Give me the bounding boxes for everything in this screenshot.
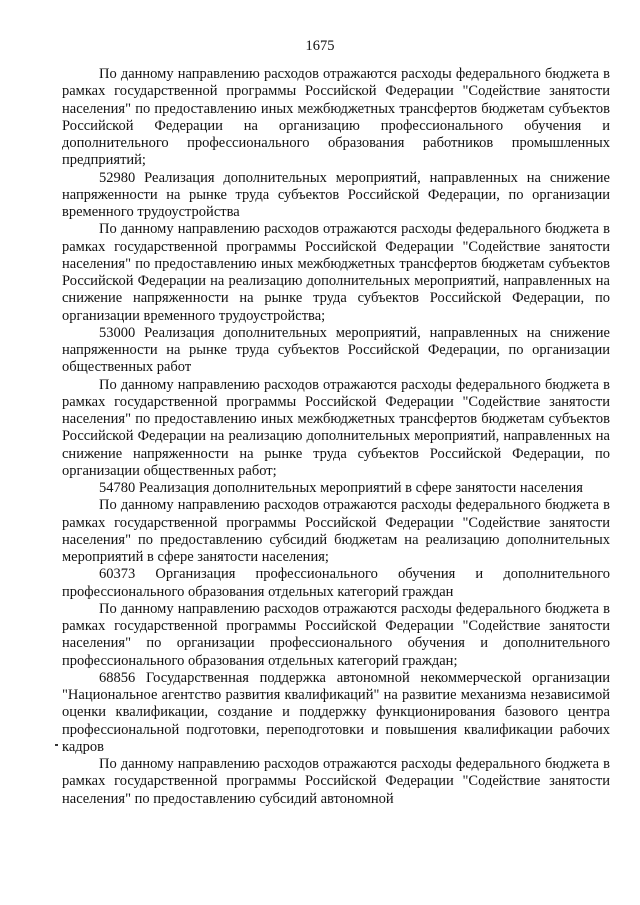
paragraph-2-code-52980: 52980 Реализация дополнительных мероприятий, направленных на снижение напряженности на рынке труда субъектов Российской Федерации, по организации временного трудоустройства (62, 169, 610, 220)
paragraph-7-expense-description: По данному направлению расходов отражаются расходы федерального бюджета в рамках государственной программы Российской Федерации "Содействие занятости населения" по предоставлению субсидий бюджетам на реализацию дополнительных мероприятий в сфере занятости населения; (62, 497, 610, 565)
paragraph-4-code-53000: 53000 Реализация дополнительных мероприятий, направленных на снижение напряженности на рынке труда субъектов Российской Федерации, по организации общественных работ (62, 324, 610, 376)
paragraph-6-code-54780: 54780 Реализация дополнительных мероприятий в сфере занятости населения (99, 480, 583, 496)
paragraph-5-expense-description: По данному направлению расходов отражаются расходы федерального бюджета в рамках государственной программы Российской Федерации "Содействие занятости населения" по предоставлению иных межбюджетных трансфертов бюджетам субъектов Российской Федерации на реализацию дополнительных мероприятий, направленных на снижение напряженности на рынке труда субъектов Российской Федерации, по организации общественных работ; (62, 376, 610, 479)
paragraph-1-expense-description: По данному направлению расходов отражаются расходы федерального бюджета в рамках государственной программы Российской Федерации "Содействие занятости населения" по предоставлению иных межбюджетных трансфертов бюджетам субъектов Российской Федерации на организацию профессионального обучения и дополнительного профессионального образования работников промышленных предприятий; (62, 66, 610, 169)
paragraph-10-code-68856: 68856 Государственная поддержка автономной некоммерческой организации "Национальное агентство развития квалификаций" на развитие механизма независимой оценки квалификации, создание и поддержку функционирования базового центра профессиональной подготовки, переподготовки и повышения квалификации рабочих кадров (62, 669, 610, 755)
paragraph-3-expense-description: По данному направлению расходов отражаются расходы федерального бюджета в рамках государственной программы Российской Федерации "Содействие занятости населения" по предоставлению иных межбюджетных трансфертов бюджетам субъектов Российской Федерации на реализацию дополнительных мероприятий, направленных на снижение напряженности на рынке труда субъектов Российской Федерации, по организации временного трудоустройства; (62, 221, 610, 324)
page-number: 1675 (305, 38, 335, 54)
paragraph-9-expense-description: По данному направлению расходов отражаются расходы федерального бюджета в рамках государственной программы Российской Федерации "Содействие занятости населения" по организации профессионального обучения и дополнительного профессионального образования отдельных категорий граждан; (62, 600, 610, 669)
scan-mark (55, 744, 58, 746)
document-body (62, 66, 610, 808)
paragraph-8-code-60373: 60373 Организация профессионального обучения и дополнительного профессионального образования отдельных категорий граждан (62, 566, 610, 600)
paragraph-11-expense-description: По данному направлению расходов отражаются расходы федерального бюджета в рамках государственной программы Российской Федерации "Содействие занятости населения" по предоставлению субсидий автономной (62, 756, 610, 807)
